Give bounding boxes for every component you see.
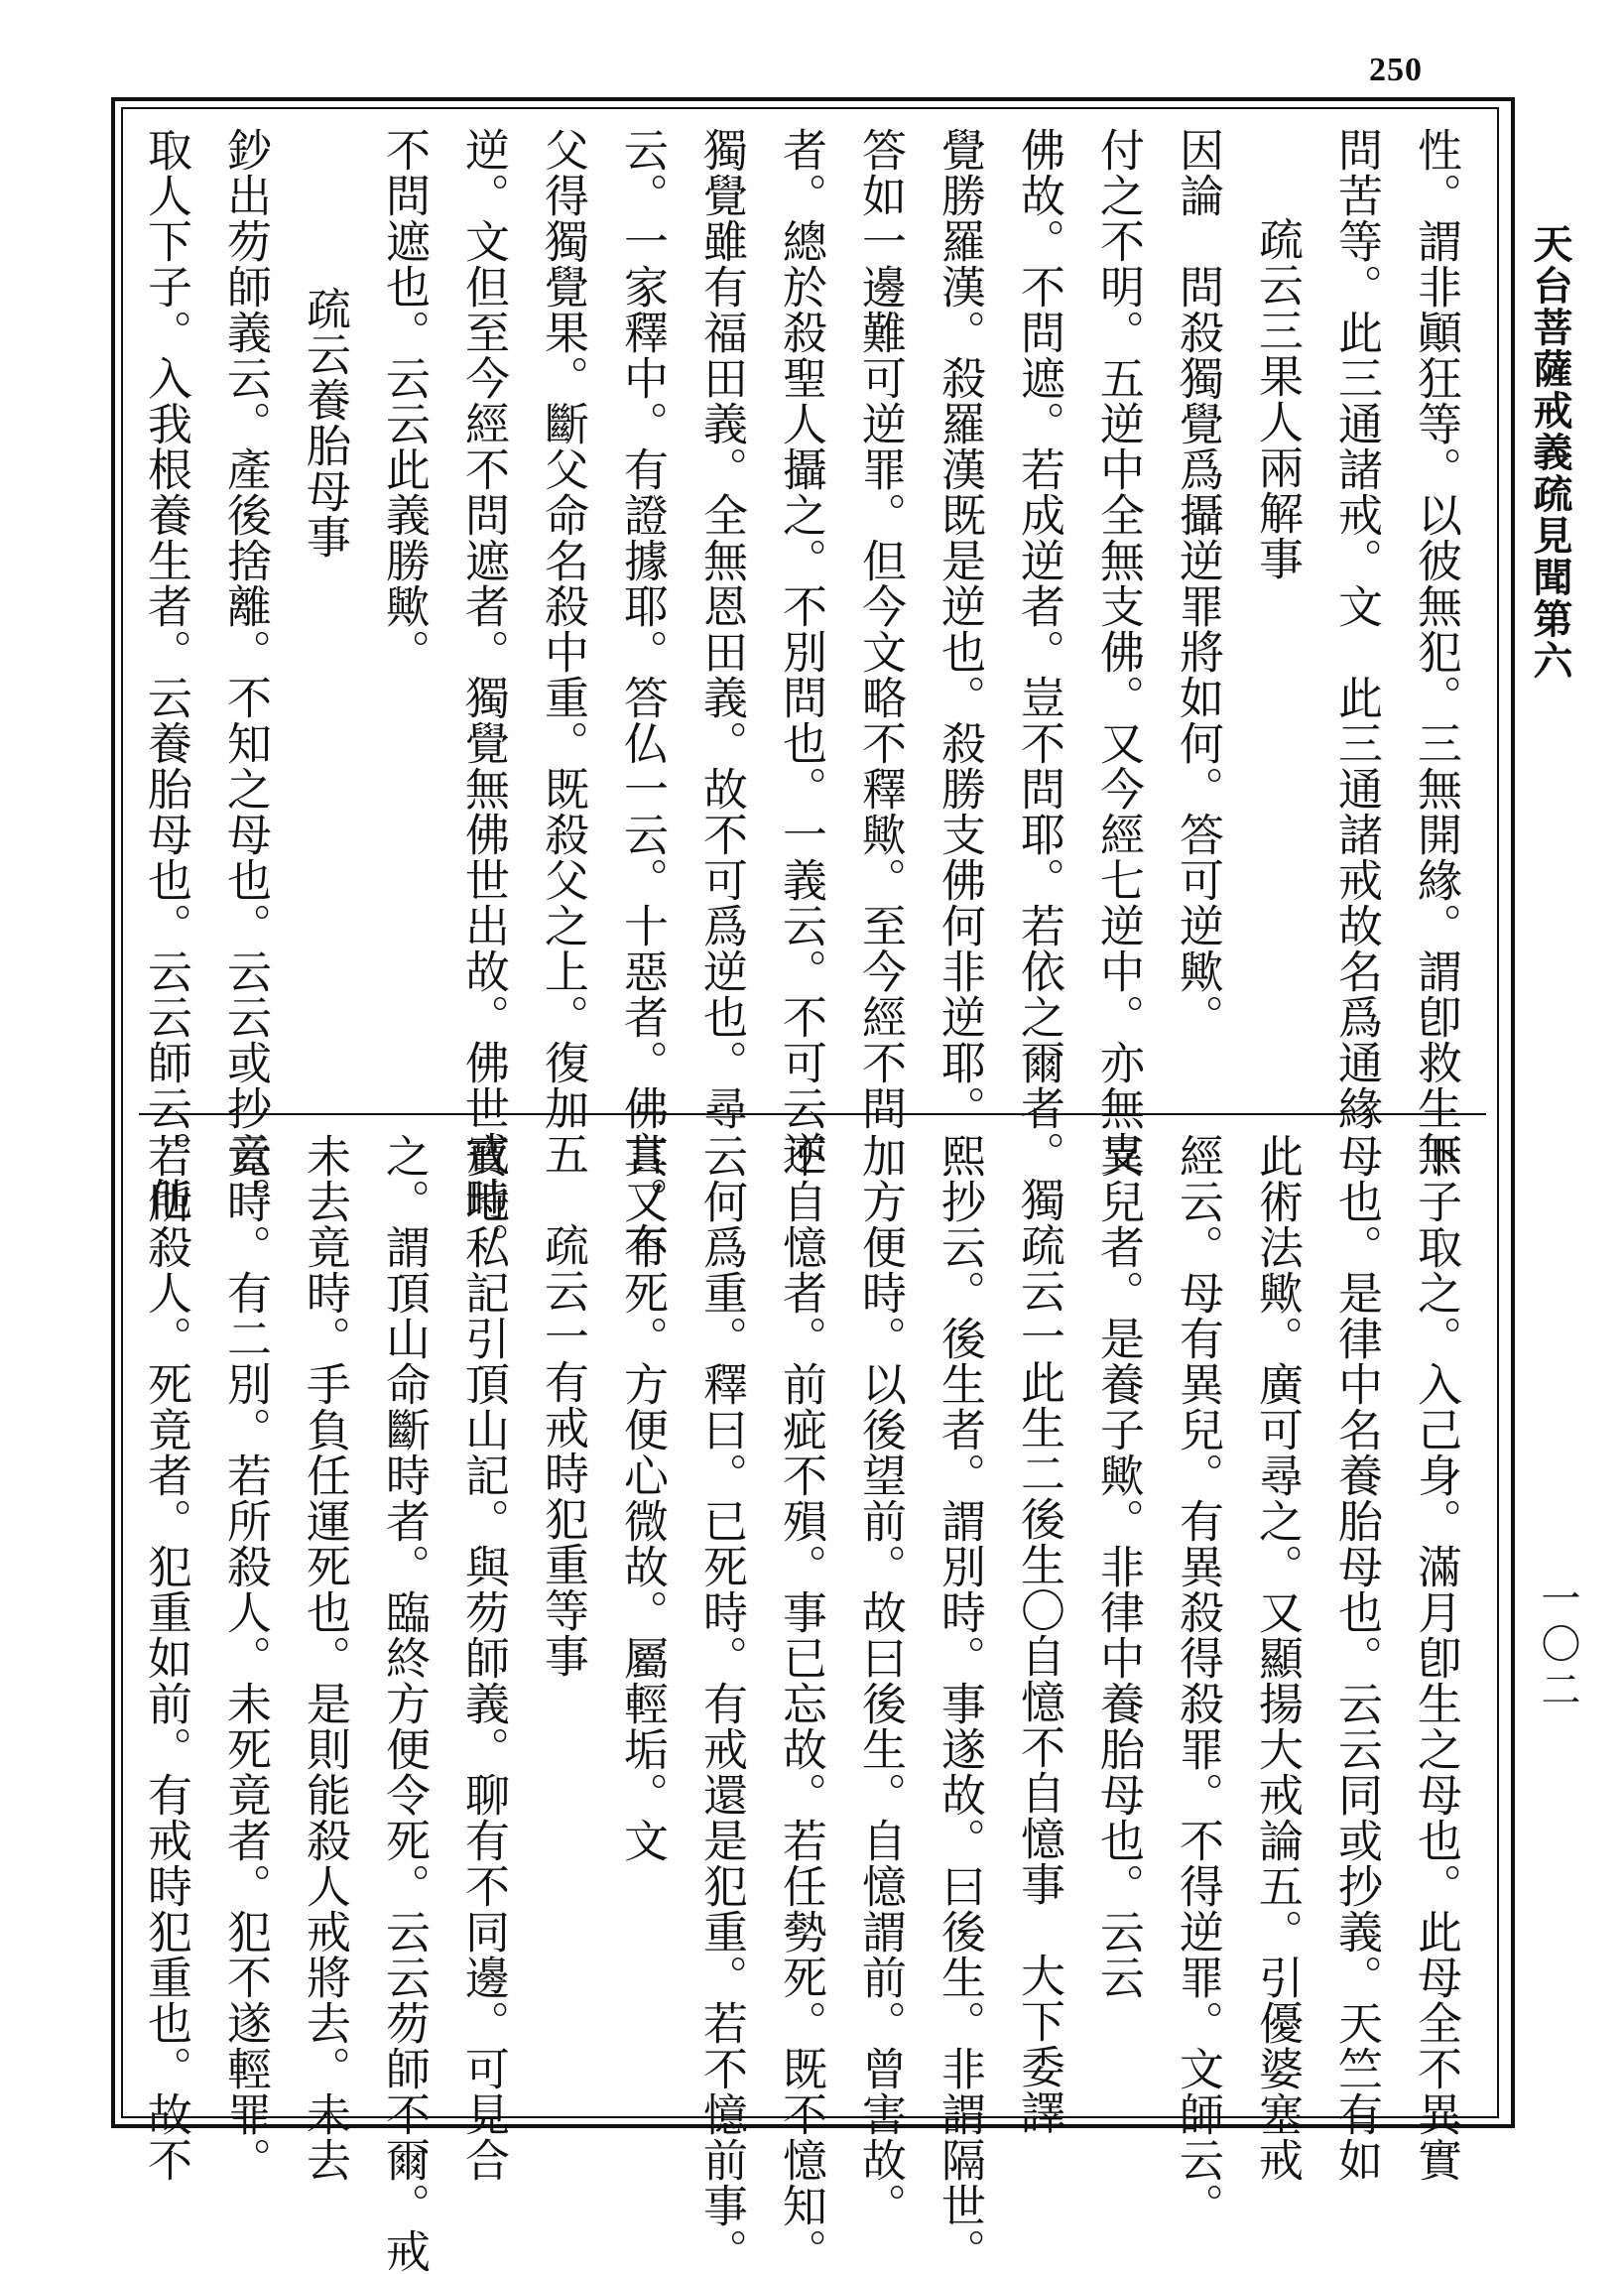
text-column: 母也。是律中名養胎母也。云云同或抄義。天竺有如 xyxy=(1330,1133,1383,2183)
text-column: 竟時。有二別。若所殺人。未死竟者。犯不遂輕罪。 xyxy=(219,1133,272,2183)
upper-text-block xyxy=(126,127,1475,1268)
section-heading: 疏云三果人兩解事 xyxy=(1251,216,1304,581)
text-column: 鈔出芴師義云。產後捨離。不知之母也。云云或抄云。 xyxy=(219,127,272,1222)
text-column: 其又不死。方便心微故。屬輕垢。文 xyxy=(616,1133,669,1863)
text-column: 云何爲重。釋曰。已死時。有戒還是犯重。若不憶前事。 xyxy=(695,1133,748,2274)
running-title: 天台菩薩戒義疏見聞第六 xyxy=(1527,223,1573,682)
text-column: 云。一家釋中。有證據耶。答仏一云。十惡者。佛言。有 xyxy=(616,127,669,1268)
lower-text-block xyxy=(126,1133,1475,2274)
text-column: 父得獨覺果。斷父命名殺中重。既殺父之上。復加五 xyxy=(537,127,589,1177)
page-number: 250 xyxy=(1369,52,1423,88)
text-column: 獨覺雖有福田義。全無恩田義。故不可爲逆也。尋 xyxy=(695,127,748,1131)
text-column: 覺勝羅漢。殺羅漢既是逆也。殺勝支佛何非逆耶。 xyxy=(934,127,986,1131)
text-column: 之。謂頂山命斷時者。臨終方便令死。云云芴師不爾。戒 xyxy=(378,1133,431,2274)
text-column: 問苦等。此三通諸戒。文 此三通諸戒故名爲通緣 xyxy=(1330,127,1383,1131)
text-column: 經云。母有異兒。有異殺得殺罪。不得逆罪。文師云。 xyxy=(1172,1133,1224,2228)
section-heading: 疏云一有戒時犯重等事 xyxy=(537,1222,589,1679)
text-column: 下子取之。入己身。滿月卽生之母也。此母全不異實 xyxy=(1410,1133,1462,2183)
text-column: 此術法歟。廣可尋之。又顯揚大戒論五。引優婆塞戒 xyxy=(1251,1133,1304,2183)
section-heading: 疏云一此生二後生〇自憶不自憶事 大下委譯 xyxy=(1013,1222,1065,2135)
folio-number: 一〇二 xyxy=(1535,1578,1580,1714)
text-column: 寶地私記引頂山記。與芴師義。聊有不同邊。可見合 xyxy=(457,1133,510,2183)
text-column: 佛故。不問遮。若成逆者。豈不問耶。若依之爾者。獨 xyxy=(1013,127,1065,1222)
text-column: 未去竟時。手負任運死也。是則能殺人戒將去。未去 xyxy=(299,1133,351,2183)
text-column: 不問遮也。云云此義勝歟。 xyxy=(378,127,431,675)
text-column: 者。總於殺聖人攝之。不別問也。一義云。不可云逆 xyxy=(775,127,827,1177)
text-column: 答如一邊難可逆罪。但今文略不釋歟。至今經不問 xyxy=(854,127,907,1131)
text-column: 因論 問殺獨覺爲攝逆罪將如何。答可逆歟。 xyxy=(1172,127,1224,1040)
text-column: 付之不明。五逆中全無支佛。又今經七逆中。亦無支 xyxy=(1092,127,1145,1177)
text-column: 異兒者。是養子歟。非律中養胎母也。云云 xyxy=(1092,1133,1145,2000)
text-column: 熙抄云。後生者。謂別時。事遂故。曰後生。非謂隔世。 xyxy=(934,1133,986,2274)
text-column: 加方便時。以後望前。故曰後生。自憶謂前。曾害故。 xyxy=(854,1133,907,2228)
text-column: 逆。文但至今經不問遮者。獨覺無佛世出故。佛世戒時。 xyxy=(457,127,510,1268)
section-heading: 疏云養胎母事 xyxy=(299,286,351,560)
text-column: 不自憶者。前疵不殞。事已忘故。若任勢死。既不憶知。 xyxy=(775,1133,827,2274)
text-column: 取人下子。入我根養生者。云養胎母也。云云師云。他 xyxy=(140,127,192,1222)
text-column: 性。謂非顚狂等。以彼無犯。三無開緣。謂卽救生無 xyxy=(1410,127,1462,1177)
text-column: 若所殺人。死竟者。犯重如前。有戒時犯重也。故不 xyxy=(140,1133,192,2183)
